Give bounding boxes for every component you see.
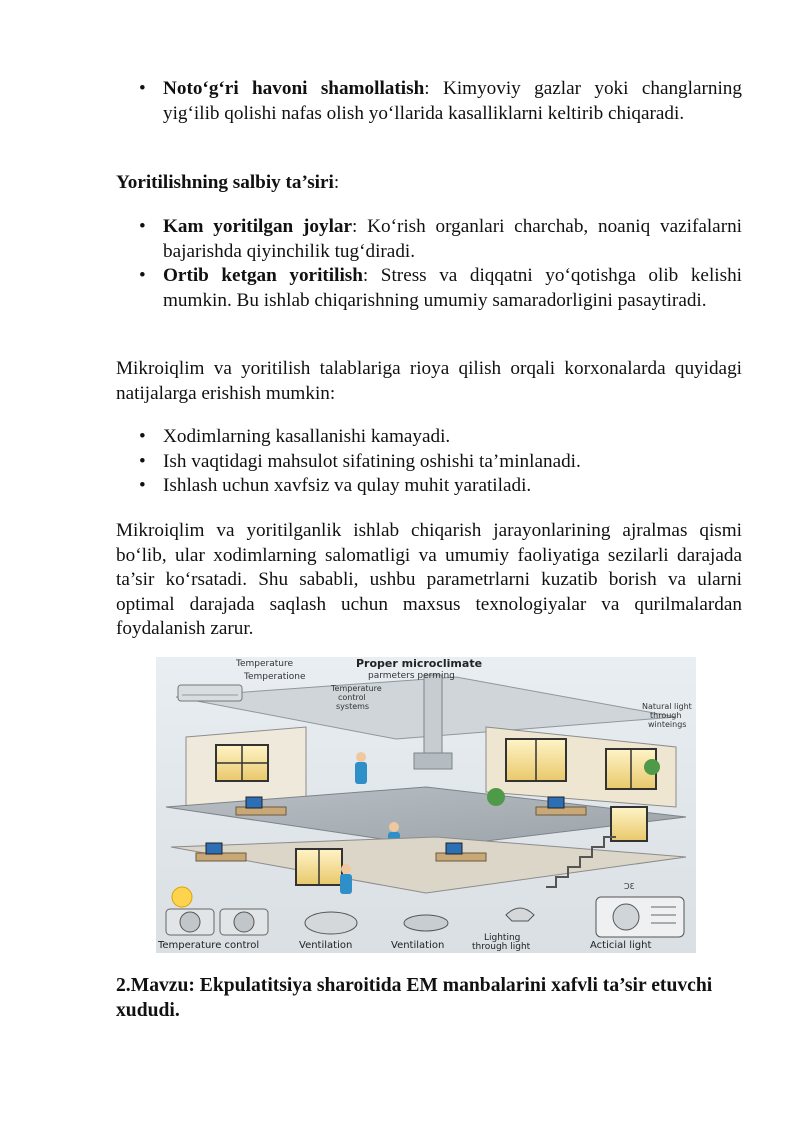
- label-natural-1: Natural light: [642, 702, 692, 711]
- bullet-list-lighting: [116, 215, 742, 313]
- bullet-text: : Kimyoviy gazlar yoki changlarning yig‘ilib qolishi nafas olish yo‘llarida kasalliklarni keltirib chiqaradi.: [163, 78, 742, 124]
- label-natural-2: through: [650, 711, 682, 720]
- bullet-dot: •: [139, 216, 146, 237]
- label-temperature-2: Temperatione: [244, 672, 306, 682]
- illustration-svg: [156, 657, 696, 953]
- plant-icon: [644, 759, 660, 775]
- label-bottom-lighting-1: Lighting: [484, 933, 521, 943]
- list-item: [116, 264, 742, 313]
- label-bottom-artificial-light: Acticial light: [590, 940, 652, 951]
- list-item: [116, 474, 742, 499]
- label-bottom-temperature-control: Temperature control: [158, 940, 260, 951]
- label-bottom-ventilation-2: Ventilation: [391, 940, 445, 951]
- bullet-text: Ish vaqtidagi mahsulot sifatining oshishi ta’minlanadi.: [163, 450, 581, 472]
- label-control-1: Temperature: [331, 684, 382, 693]
- bullet-term: Noto‘g‘ri havoni shamollatish: [163, 78, 425, 99]
- bullet-term: Ortib ketgan yoritilish: [163, 265, 363, 287]
- monitor-icon: [446, 843, 462, 854]
- label-natural-3: winteings: [648, 720, 687, 729]
- label-control-3: systems: [336, 702, 370, 711]
- figure-title-line2: parmeters perming: [368, 671, 455, 681]
- ventilation-hood-icon: [414, 753, 452, 769]
- ventilation-grille-icon: [305, 912, 357, 934]
- bullet-dot: •: [139, 475, 146, 497]
- worker-head: [389, 822, 399, 832]
- bullet-dot: •: [139, 426, 146, 447]
- label-temperature-1: Temperature: [236, 659, 294, 669]
- paragraph-intro: Mikroiqlim va yoritilish talablariga rioya qilish orqali korxonalarda quyidagi natijalarga erishish mumkin:: [116, 358, 742, 404]
- plant-icon: [487, 788, 505, 806]
- bullet-text: : Stress va diqqatni yo‘qotishga olib kelishi mumkin. Bu ishlab chiqarishning umumiy samaradorligini pasaytiradi.: [163, 265, 742, 311]
- fan-icon: [234, 912, 254, 932]
- monitor-icon: [548, 797, 564, 808]
- worker-head: [356, 752, 366, 762]
- fan-icon: [613, 904, 639, 930]
- list-item: [116, 450, 742, 475]
- figure-title-line1: Proper microclimate: [356, 657, 483, 670]
- list-item: [116, 215, 742, 264]
- split-ac-icon: [596, 897, 684, 937]
- label-bottom-ventilation-1: Ventilation: [299, 940, 353, 951]
- label-control-2: control: [338, 693, 366, 702]
- section-heading: [116, 171, 742, 196]
- fan-icon: [180, 912, 200, 932]
- bullet-list-ventilation: [116, 77, 742, 126]
- bullet-text: : Ko‘rish organlari charchab, noaniq vazifalarni bajarishda qiyinchilik tug‘diradi.: [163, 216, 743, 262]
- list-item: [116, 77, 742, 126]
- bullet-text: Ishlash uchun xavfsiz va qulay muhit yaratiladi.: [163, 475, 532, 497]
- ventilation-duct-icon: [424, 675, 442, 755]
- sun-icon: [172, 887, 192, 907]
- bullet-dot: •: [139, 265, 146, 287]
- monitor-icon: [246, 797, 262, 808]
- ac-unit-icon: [178, 685, 242, 701]
- worker-icon: [355, 762, 367, 784]
- bullet-dot: •: [139, 78, 146, 99]
- section-heading-term: Yoritilishning salbiy ta’siri: [116, 172, 334, 193]
- bullet-term: Kam yoritilgan joylar: [163, 216, 353, 237]
- monitor-icon: [206, 843, 222, 854]
- ventilation-disc-icon: [404, 915, 448, 931]
- bullet-text: Xodimlarning kasallanishi kamayadi.: [163, 426, 451, 447]
- worker-head: [341, 864, 351, 874]
- window-icon: [611, 807, 647, 841]
- microclimate-illustration: [156, 657, 696, 953]
- bullet-dot: •: [139, 450, 146, 472]
- label-bottom-lighting-2: through light: [472, 942, 531, 952]
- worker-icon: [340, 874, 352, 894]
- bullet-list-results: [116, 425, 742, 499]
- section-heading-suffix: :: [333, 172, 340, 193]
- topic-heading: 2.Mavzu: Ekpulatitsiya sharoitida EM manbalarini xafvli ta’sir etuvchi xududi.: [116, 975, 713, 1021]
- label-dimension: ƆƐ: [624, 882, 635, 891]
- paragraph-summary: Mikroiqlim va yoritilganlik ishlab chiqarish jarayonlarining ajralmas qismi bo‘lib, ular xodimlarning salomatligi va umumiy faoliyatiga sezilarli darajada ta’sir ko‘rsatadi. Shu sababli, ushbu parametrlarni kuzatib borish va ularni optimal darajada saqlash uchun maxsus texnologiyalar va qurilmalardan foydalanish zarur.: [116, 520, 742, 640]
- list-item: [116, 425, 742, 450]
